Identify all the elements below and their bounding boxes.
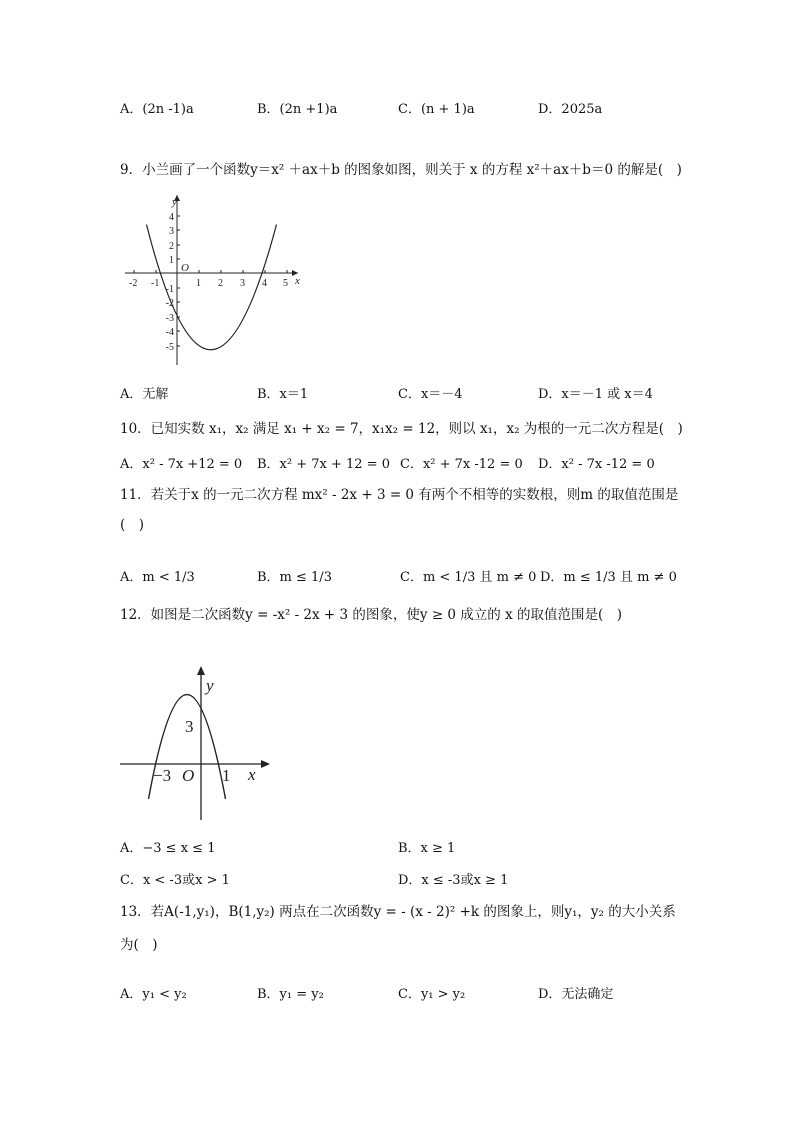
q9-stem: 9．小兰画了一个函数y＝x² ＋ax＋b 的图象如图，则关于 x 的方程 x²＋ax＋b＝0 的解是( ) (120, 162, 682, 178)
q9-x-tick-label: 5 (283, 278, 288, 289)
q12-x-axis-arrow (261, 760, 270, 768)
q9-y-axis-label: y (172, 196, 177, 208)
q9-y-tick-label: -3 (165, 313, 174, 324)
q11-option-c[interactable]: C．m < 1/3 且 m ≠ 0 (400, 570, 537, 585)
q9-y-tick-label: 3 (169, 226, 174, 237)
q9-y-tick-label: 1 (169, 255, 174, 266)
q12-x-axis-label: x (248, 765, 256, 784)
q8-option-b[interactable]: B．(2n +1)a (257, 102, 338, 117)
q9-x-tick-label: -2 (129, 278, 138, 289)
q9-parabola-graph (120, 188, 310, 368)
q9-y-tick-label: 4 (169, 212, 174, 223)
q11-stem-line1: 11．若关于x 的一元二次方程 mx² - 2x + 3 = 0 有两个不相等的实数根，则m 的取值范围是 (120, 487, 679, 503)
q12-stem: 12．如图是二次函数y = -x² - 2x + 3 的图象，使y ≥ 0 成立的 x 的取值范围是( ) (120, 607, 623, 623)
q9-x-tick-label: 4 (262, 278, 267, 289)
q12-option-b[interactable]: B．x ≥ 1 (398, 841, 456, 856)
q8-option-c[interactable]: C．(n + 1)a (398, 102, 475, 117)
q13-option-b[interactable]: B．y₁ = y₂ (257, 987, 324, 1002)
q9-x-tick-label: 3 (240, 278, 245, 289)
q9-y-tick-label: -1 (165, 284, 174, 295)
q9-y-tick-label: -4 (165, 327, 174, 338)
q12-y-intercept-label: 3 (185, 717, 194, 736)
q11-option-a[interactable]: A．m < 1/3 (120, 570, 195, 585)
q9-option-c[interactable]: C．x＝－4 (398, 387, 463, 402)
q10-stem: 10．已知实数 x₁，x₂ 满足 x₁ + x₂ = 7，x₁x₂ = 12，则以 x₁，x₂ 为根的一元二次方程是( ) (120, 421, 683, 437)
q8-option-d[interactable]: D．2025a (538, 102, 603, 117)
q13-option-c[interactable]: C．y₁ > y₂ (398, 987, 466, 1002)
q9-option-a[interactable]: A．无解 (120, 387, 169, 402)
q13-option-d[interactable]: D．无法确定 (538, 987, 614, 1002)
q11-stem-line2: ( ) (120, 517, 145, 533)
q10-option-a[interactable]: A．x² - 7x +12 = 0 (120, 457, 243, 472)
q12-option-c[interactable]: C．x < -3或x > 1 (120, 873, 230, 888)
q12-y-axis-arrow (197, 666, 205, 675)
q12-option-d[interactable]: D．x ≤ -3或x ≥ 1 (398, 873, 509, 888)
q10-option-b[interactable]: B．x² + 7x + 12 = 0 (257, 457, 390, 472)
q9-x-tick-label: 2 (218, 278, 223, 289)
q9-y-tick-label: -5 (165, 342, 174, 353)
q12-right-root-label: 1 (222, 766, 231, 785)
q10-option-c[interactable]: C．x² + 7x -12 = 0 (400, 457, 523, 472)
q9-y-tick-label: -2 (165, 298, 174, 309)
q9-x-axis-label: x (295, 275, 300, 287)
q12-parabola-graph (115, 660, 280, 825)
q9-option-d[interactable]: D．x＝－1 或 x＝4 (538, 387, 653, 402)
q10-option-d[interactable]: D．x² - 7x -12 = 0 (538, 457, 655, 472)
q13-stem-line2: 为( ) (120, 937, 158, 953)
q12-origin-label: O (182, 766, 195, 785)
q9-x-tick-label: 1 (196, 278, 201, 289)
q13-stem-line1: 13．若A(-1,y₁)，B(1,y₂) 两点在二次函数y = - (x - 2)² +k 的图象上，则y₁，y₂ 的大小关系 (120, 904, 676, 920)
q9-option-b[interactable]: B．x＝1 (257, 387, 309, 402)
q12-option-a[interactable]: A．−3 ≤ x ≤ 1 (120, 841, 216, 856)
q8-option-a[interactable]: A．(2n -1)a (120, 102, 194, 117)
q11-option-d[interactable]: D．m ≤ 1/3 且 m ≠ 0 (540, 570, 677, 585)
q12-left-root-label: −3 (153, 766, 172, 785)
q13-option-a[interactable]: A．y₁ < y₂ (120, 987, 187, 1002)
q9-x-tick-label: -1 (151, 278, 160, 289)
q9-y-tick-label: 2 (169, 241, 174, 252)
q9-origin-label: O (181, 262, 189, 274)
q11-option-b[interactable]: B．m ≤ 1/3 (257, 570, 332, 585)
q12-y-axis-label: y (206, 676, 214, 695)
